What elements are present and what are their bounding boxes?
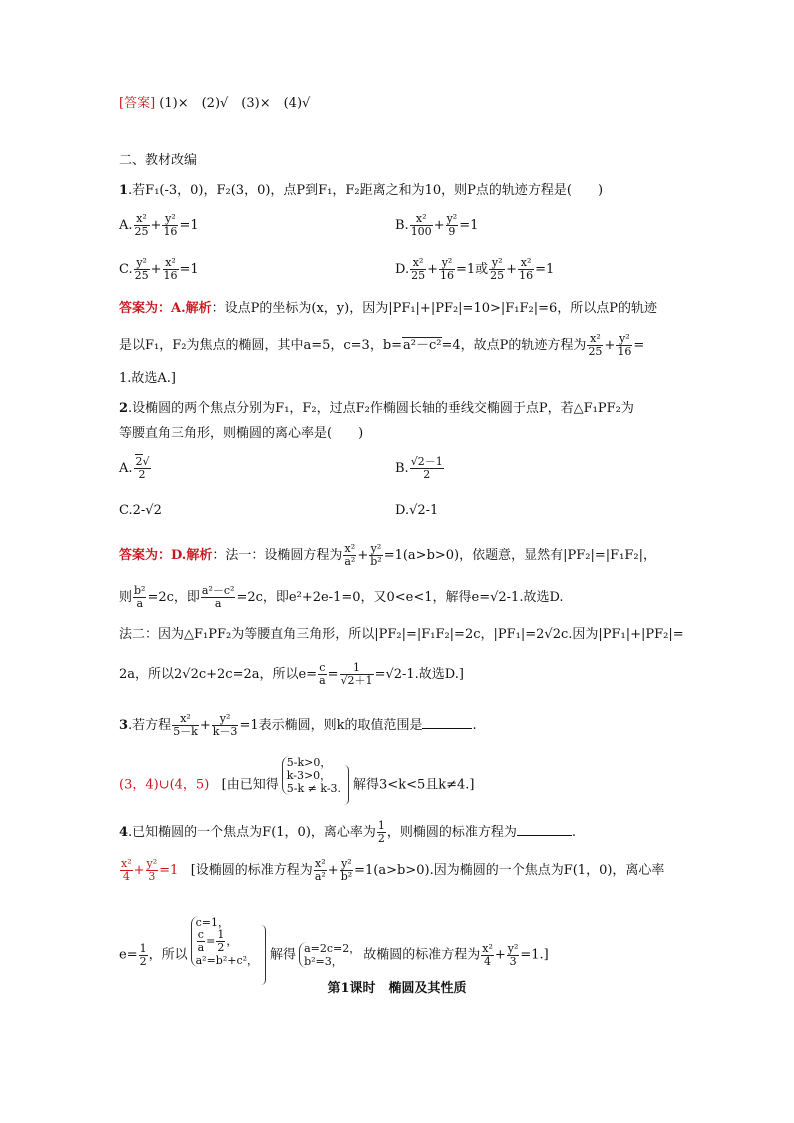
q3-answer: (3，4)∪(4，5) (119, 777, 210, 793)
answer-line (119, 96, 310, 112)
answer-tag: [答案] (119, 96, 156, 111)
q2-stem-1: 2.设椭圆的两个焦点分别为F₁，F₂，过点F₂作椭圆长轴的垂线交椭圆于点P，若△F₁PF₂为 (119, 401, 634, 416)
q3-solution: (3，4)∪(4，5) [由已知得 5-k>0， k-3>0， 5-k ≠ k-3. 解得3<k<5且k≠4.] (119, 765, 474, 805)
section-heading: 二、教材改编 (119, 153, 198, 168)
q1-solution-3: 1.故选A.] (119, 371, 176, 386)
q2-option-c: C.2-√2 (119, 503, 162, 518)
q3-system: 5-k>0， k-3>0， 5-k ≠ k-3. (282, 756, 341, 795)
q2-option-b: B. $\frac{√2-1}{2}$ (395, 455, 443, 481)
q1-option-d: D. $\frac{\text{x²}}{25}$ + $\frac{\text{y²}}{16}$ =1或 $\frac{\text{y²}}{25}$ + $\frac{\text{x²}}{16}$ =1 (395, 256, 555, 282)
q4-system-1: c=1， $\frac{c}{a}$ = $\frac{1}{2}$ ， a²=b²+c²， (191, 916, 258, 967)
lesson-title: 第1课时 椭圆及其性质 (327, 981, 467, 996)
q1-solution-1: 答案为：A.解析：设点P的坐标为(x，y)，因为|PF₁|+|PF₂|=10>|F₁F₂|=6，所以点P的轨迹 (119, 301, 658, 316)
q4-answer-blank[interactable] (517, 823, 572, 836)
q2-solution-1: 答案为：D.解析：法一：设椭圆方程为 $\frac{\text{x²}}{\text{a²}}$ + $\frac{\text{y²}}{\text{b²}}$ =1(a>b>0)，依题意，显然有|PF₂|=|F₁F₂|， (119, 542, 656, 568)
q4-system-2: a=2c=2， b²=3， (299, 942, 360, 968)
q2-solution-2: 则 $\frac{\text{b²}}{a}$ =2c，即 $\frac{\text{a²－c²}}{a}$ =2c，即e²+2e-1=0，又0<e<1，解得e=√2-1.故选D. (119, 584, 564, 610)
q1-option-b: B. $\frac{\text{x²}}{100}$ + $\frac{\text{y²}}{9}$ =1 (395, 212, 479, 238)
q3-stem: 3.若方程 $\frac{\text{x²}}{5-k}$ + $\frac{\text{y²}}{k-3}$ =1表示椭圆，则k的取值范围是 . (119, 712, 477, 738)
q1-solution-2: 是以F₁，F₂为焦点的椭圆，其中a=5，c=3，b=a²－c²=4，故点P的轨迹方程为 $\frac{\text{x²}}{25}$ + $\frac{\text{y²}}{16}$ = (119, 332, 645, 358)
q2-option-d: D.√2-1 (395, 503, 439, 518)
q2-solution-4: 2a，所以2√2c+2c=2a，所以e= $\frac{c}{a}$ = $\frac{1}{√2+1}$ =√2-1.故选D.] (119, 661, 464, 687)
q3-answer-blank[interactable] (422, 716, 472, 729)
q4-answer: $\frac{\text{x²}}{4}$ (121, 857, 132, 883)
answer-items: (1)× (2)√ (3)× (4)√ (159, 96, 311, 111)
q4-solution-1: $\frac{\text{x²}}{4}$ + $\frac{\text{y²}}{3}$ =1 [设椭圆的标准方程为 $\frac{\text{x²}}{\text{a²}}$ + $\frac{\text{y²}}{\text{b²}}$ =1(a>b>0).因为椭圆的一个焦点为F(1，0)，离心率 (121, 857, 665, 883)
q2-option-a: A. $\frac{2√}{2}$ (119, 455, 150, 481)
q1-option-a: A. $\frac{\text{x²}}{25}$ + $\frac{\text{y²}}{16}$ =1 (119, 212, 199, 238)
q4-stem: 4.已知椭圆的一个焦点为F(1，0)，离心率为 $\frac{1}{2}$ ，则椭圆的标准方程为 . (119, 819, 577, 845)
q2-stem-2: 等腰直角三角形，则椭圆的离心率是( ) (119, 426, 364, 441)
q4-solution-2: e= $\frac{1}{2}$ ，所以 c=1， $\frac{c}{a}$ = $\frac{1}{2}$ ， a²=b²+c²， 解得 a=2c=2， b²=3， 故椭圆的标准方程为 $\frac{\text{x²}}{4}$ + $\frac{\text{y²}}{3}$ =1.] (119, 925, 549, 985)
q2-solution-3: 法二：因为△F₁PF₂为等腰直角三角形，所以|PF₂|=|F₁F₂|=2c，|PF₁|=2√2c.因为|PF₁|+|PF₂|= (119, 627, 684, 642)
q1-option-c: C. $\frac{\text{y²}}{25}$ + $\frac{\text{x²}}{16}$ =1 (119, 256, 199, 282)
q1-stem: 1.若F₁(-3，0)，F₂(3，0)，点P到F₁，F₂距离之和为10，则P点的轨迹方程是( ) (119, 183, 604, 198)
